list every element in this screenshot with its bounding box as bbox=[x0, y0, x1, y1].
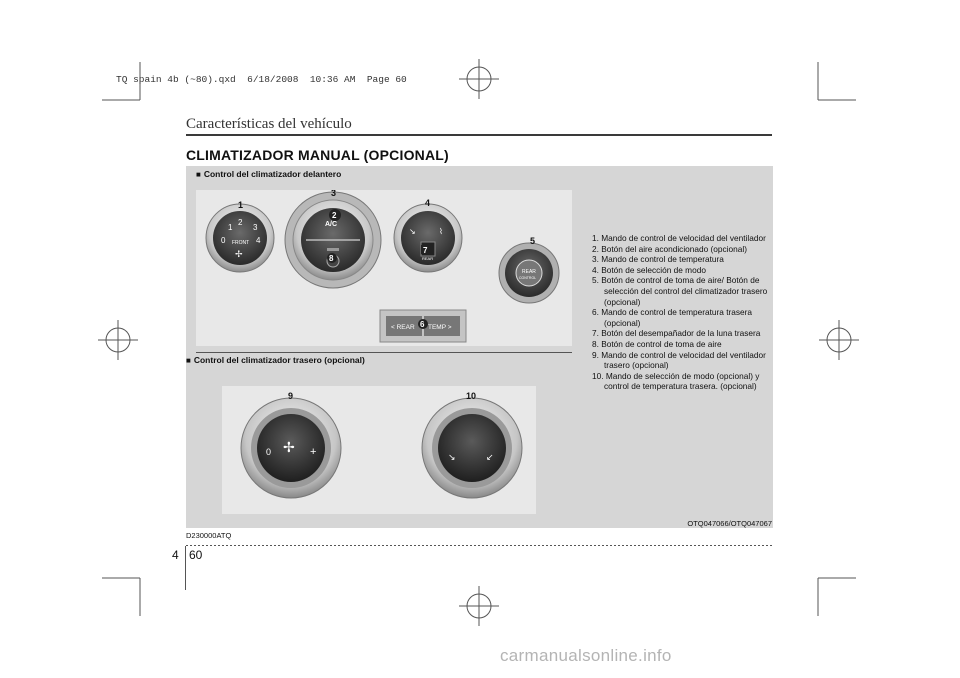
fan-pos-3: 3 bbox=[253, 223, 258, 232]
rear-fan-max: + bbox=[310, 446, 317, 458]
legend-item: 9. Mando de control de velocidad del ventilador trasero (opcional) bbox=[592, 349, 766, 371]
legend-item: 4. Botón de selección de modo bbox=[592, 264, 706, 275]
rear-mode-floor-icon: ↙ bbox=[486, 452, 494, 462]
fan-front-label: FRONT bbox=[232, 240, 250, 246]
fan-pos-2: 2 bbox=[238, 218, 243, 227]
temperature-dial[interactable] bbox=[285, 192, 381, 288]
front-heading: ■ Control del climatizador delantero bbox=[196, 169, 342, 179]
callout-10: 10 bbox=[466, 391, 477, 401]
rear-heading: ■ Control del climatizador trasero (opcional) bbox=[186, 355, 365, 365]
mode-selection-dial[interactable] bbox=[394, 204, 462, 272]
air-intake-button[interactable] bbox=[327, 248, 339, 251]
rear-mode-face-icon: ↘ bbox=[448, 452, 456, 462]
callout-8: 8 bbox=[329, 254, 334, 263]
fan-pos-1: 1 bbox=[228, 223, 233, 232]
fan-icon: ✢ bbox=[235, 249, 243, 259]
rear-fan-min: 0 bbox=[266, 447, 272, 457]
front-control-illustration bbox=[196, 190, 572, 346]
callout-9: 9 bbox=[288, 391, 294, 401]
rear-temp-right-label: TEMP > bbox=[428, 324, 452, 331]
rear-temp-left-label: < REAR bbox=[391, 324, 415, 331]
mode-defrost-icon: ⌇ bbox=[439, 227, 443, 236]
page-chapter: 4 bbox=[172, 548, 179, 562]
legend-item: 8. Botón de control de toma de aire bbox=[592, 338, 722, 349]
callout-6: 6 bbox=[420, 320, 425, 329]
legend-item: 7. Botón del desempañador de la luna trasera bbox=[592, 328, 761, 339]
section-title: Características del vehículo bbox=[186, 116, 352, 132]
callout-5: 5 bbox=[530, 236, 536, 246]
figure-reference: OTQ047066/OTQ047067 bbox=[687, 519, 772, 528]
mode-face-icon: ↘ bbox=[409, 227, 416, 236]
legend-item: 2. Botón del aire acondicionado (opcional) bbox=[592, 243, 747, 254]
callout-7: 7 bbox=[423, 246, 428, 255]
rear-defrost-label: REAR bbox=[422, 256, 434, 261]
code-reference: D230000ATQ bbox=[186, 531, 232, 540]
figure-divider bbox=[196, 352, 572, 353]
rear-control-label-1: REAR bbox=[522, 269, 536, 275]
watermark: carmanualsonline.info bbox=[500, 646, 672, 665]
page-separator bbox=[185, 546, 186, 590]
callout-4: 4 bbox=[425, 198, 431, 208]
callout-3: 3 bbox=[331, 190, 337, 198]
rear-control-label-2: CONTROL bbox=[519, 276, 537, 280]
legend-item: 5. Botón de control de toma de aire/ Botón de selección del control del climatizador trasero (opcional) bbox=[592, 275, 768, 307]
header-rule bbox=[186, 134, 772, 136]
rear-fan-speed-dial[interactable] bbox=[241, 398, 341, 498]
page-number: 60 bbox=[189, 548, 203, 562]
legend-list bbox=[592, 233, 772, 392]
callout-1: 1 bbox=[238, 200, 244, 210]
air-intake-rear-control-knob[interactable] bbox=[499, 243, 559, 303]
print-slug: TQ spain 4b (~80).qxd 6/18/2008 10:36 AM Page 60 bbox=[116, 74, 407, 85]
ac-button-label: A/C bbox=[325, 221, 338, 228]
legend-item: 1. Mando de control de velocidad del ventilador bbox=[592, 233, 766, 243]
fan-pos-0: 0 bbox=[221, 236, 226, 245]
footer-rule bbox=[186, 545, 772, 546]
legend-item: 3. Mando de control de temperatura bbox=[592, 254, 724, 265]
rear-control-illustration bbox=[222, 386, 536, 514]
legend-item: 10. Mando de selección de modo (opcional) y control de temperatura trasera. (opcional) bbox=[592, 370, 760, 392]
legend-item: 6. Mando de control de temperatura trasera (opcional) bbox=[592, 307, 753, 328]
bullet-square-icon: ■ bbox=[196, 170, 201, 179]
rear-fan-icon: ✢ bbox=[283, 439, 295, 455]
rear-mode-temperature-dial[interactable] bbox=[422, 398, 522, 498]
bullet-square-icon: ■ bbox=[186, 356, 191, 365]
fan-pos-4: 4 bbox=[256, 236, 261, 245]
main-heading: CLIMATIZADOR MANUAL (OPCIONAL) bbox=[186, 147, 449, 163]
callout-2: 2 bbox=[332, 211, 337, 220]
fan-speed-dial[interactable] bbox=[206, 204, 274, 272]
